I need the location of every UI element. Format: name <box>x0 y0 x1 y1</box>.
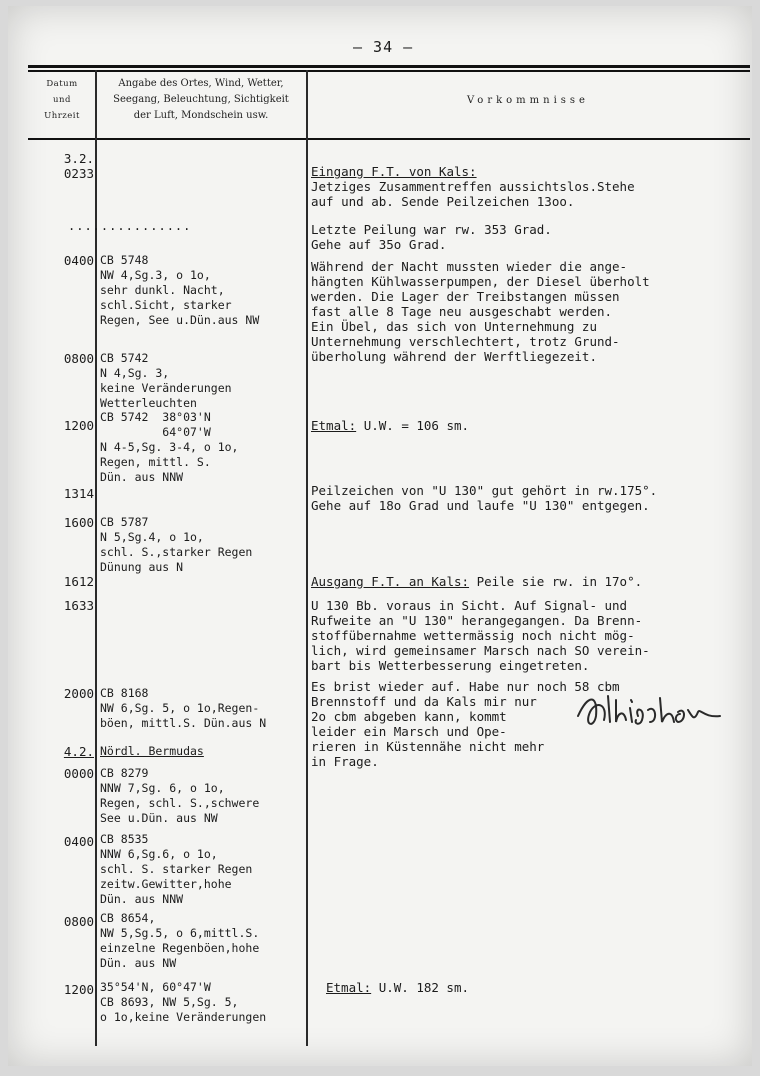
entry-date-time: 1600 <box>63 515 94 530</box>
entry-remark <box>326 980 752 995</box>
entry-remark: Während der Nacht mussten wieder die ange- hängten Kühlwasserpumpen, der Diesel überholt werden. Die Lager der Treibstangen müssen fast alle 8 Tage neu ausgeschabt werden. Ein Übel, das sich von Unternehmung zu Unternehmung verschlechtert, trotz Grund- überholung während der Werftliegezeit. <box>311 259 650 364</box>
header-rule-second <box>28 70 750 72</box>
entry-date-time: 0800 <box>63 914 94 929</box>
entry-position-weather: 35°54'N, 60°47'W CB 8693, NW 5,Sg. 5, o 1o,keine Veränderungen <box>100 980 267 1024</box>
remark-text: U.W. 182 sm. <box>378 980 469 995</box>
remark-text: Jetziges Zusammentreffen aussichtslos.Stehe auf und ab. Sende Peilzeichen 13oo. <box>311 179 635 209</box>
header-rule-bottom <box>28 138 750 140</box>
entry-position-weather: CB 5742 38°03'N 64°07'W N 4-5,Sg. 3-4, o 1o, Regen, mittl. S. Dün. aus NNW <box>100 410 239 484</box>
log-page <box>8 6 752 1066</box>
handwritten-signature-icon <box>574 686 724 736</box>
entry-remark <box>311 574 747 589</box>
header-date-line: Datum <box>46 79 78 89</box>
remark-text: Peile sie rw. in 17o°. <box>469 574 643 589</box>
entry-date-time: 0000 <box>63 766 94 781</box>
remark-heading: Ausgang F.T. an Kals: <box>311 574 470 589</box>
entry-date-time: 0400 <box>63 253 94 268</box>
header-location-line3: der Luft, Mondschein usw. <box>133 110 269 121</box>
entry-date-time: 4.2. <box>63 744 94 759</box>
entry-position-weather: CB 5787 N 5,Sg.4, o 1o, schl. S.,starker Regen Dünung aus N <box>100 515 253 574</box>
entry-remark <box>311 164 747 209</box>
entry-position-weather: CB 8279 NNW 7,Sg. 6, o 1o, Regen, schl. S.,schwere See u.Dün. aus NW <box>100 766 260 825</box>
entry-date-time: 3.2. 0233 <box>63 151 94 181</box>
page-number: – 34 – <box>353 38 414 56</box>
column-divider-place <box>306 70 308 1046</box>
header-location-line2: Seegang, Beleuchtung, Sichtigkeit <box>113 94 289 105</box>
entry-position-weather: CB 5748 NW 4,Sg.3, o 1o, sehr dunkl. Nacht, schl.Sicht, starker Regen, See u.Dün.aus NW <box>100 253 260 327</box>
entry-position-weather: CB 8535 NNW 6,Sg.6, o 1o, schl. S. starker Regen zeitw.Gewitter,hohe Dün. aus NNW <box>100 832 253 906</box>
header-time-line: Uhrzeit <box>44 111 80 121</box>
header-rule-top <box>28 65 750 68</box>
entry-remark: Es brist wieder auf. Habe nur noch 58 cbm Brennstoff und da Kals mir nur 2o cbm abgeben kann, kommt leider ein Marsch und Ope- rieren in Küstennähe nicht mehr in Frage. <box>311 679 620 769</box>
header-date-time <box>30 76 94 124</box>
entry-date-time: 1200 <box>63 982 94 997</box>
entry-date-time: 0800 <box>63 351 94 366</box>
entry-remark: U 130 Bb. voraus in Sicht. Auf Signal- und Rufweite an "U 130" herangegangen. Da Brenn- stoffübernahme wettermässig noch nicht mög- lich, wird gemeinsamer Marsch nach SO verein- bart bis Wetterbesserung eingetreten. <box>311 598 650 673</box>
entry-date-time: 1314 <box>63 486 94 501</box>
remark-heading: Etmal: <box>326 980 372 995</box>
header-location-line1: Angabe des Ortes, Wind, Wetter, <box>118 78 284 89</box>
remark-heading: Eingang F.T. von Kals: <box>311 164 477 179</box>
entry-position-weather: Nördl. Bermudas <box>100 744 204 758</box>
remark-heading: Etmal: <box>311 418 357 433</box>
dotted-leader: ............... <box>68 219 192 233</box>
header-und-line: und <box>53 95 71 105</box>
entry-date-time: 1612 <box>63 574 94 589</box>
entry-position-weather: CB 5742 N 4,Sg. 3, keine Veränderungen Wetterleuchten <box>100 351 232 410</box>
entry-remark: Peilzeichen von "U 130" gut gehört in rw.175°. Gehe auf 18o Grad und laufe "U 130" entgegen. <box>311 483 658 513</box>
entry-date-time: 1633 <box>63 598 94 613</box>
entry-remark <box>311 418 747 433</box>
entry-date-time: 2000 <box>63 686 94 701</box>
entry-position-weather: CB 8168 NW 6,Sg. 5, o 1o,Regen- böen, mittl.S. Dün.aus N <box>100 686 267 730</box>
entry-date-time: 0400 <box>63 834 94 849</box>
remark-text: U.W. = 106 sm. <box>363 418 470 433</box>
column-divider-date <box>95 70 97 1046</box>
entry-position-weather: CB 8654, NW 5,Sg.5, o 6,mittl.S. einzelne Regenböen,hohe Dün. aus NW <box>100 911 260 970</box>
entry-date-time: 1200 <box>63 418 94 433</box>
header-location-weather <box>98 76 304 124</box>
entry-remark: Letzte Peilung war rw. 353 Grad. Gehe auf 35o Grad. <box>311 222 552 252</box>
header-events: Vorkommnisse <box>467 95 589 106</box>
